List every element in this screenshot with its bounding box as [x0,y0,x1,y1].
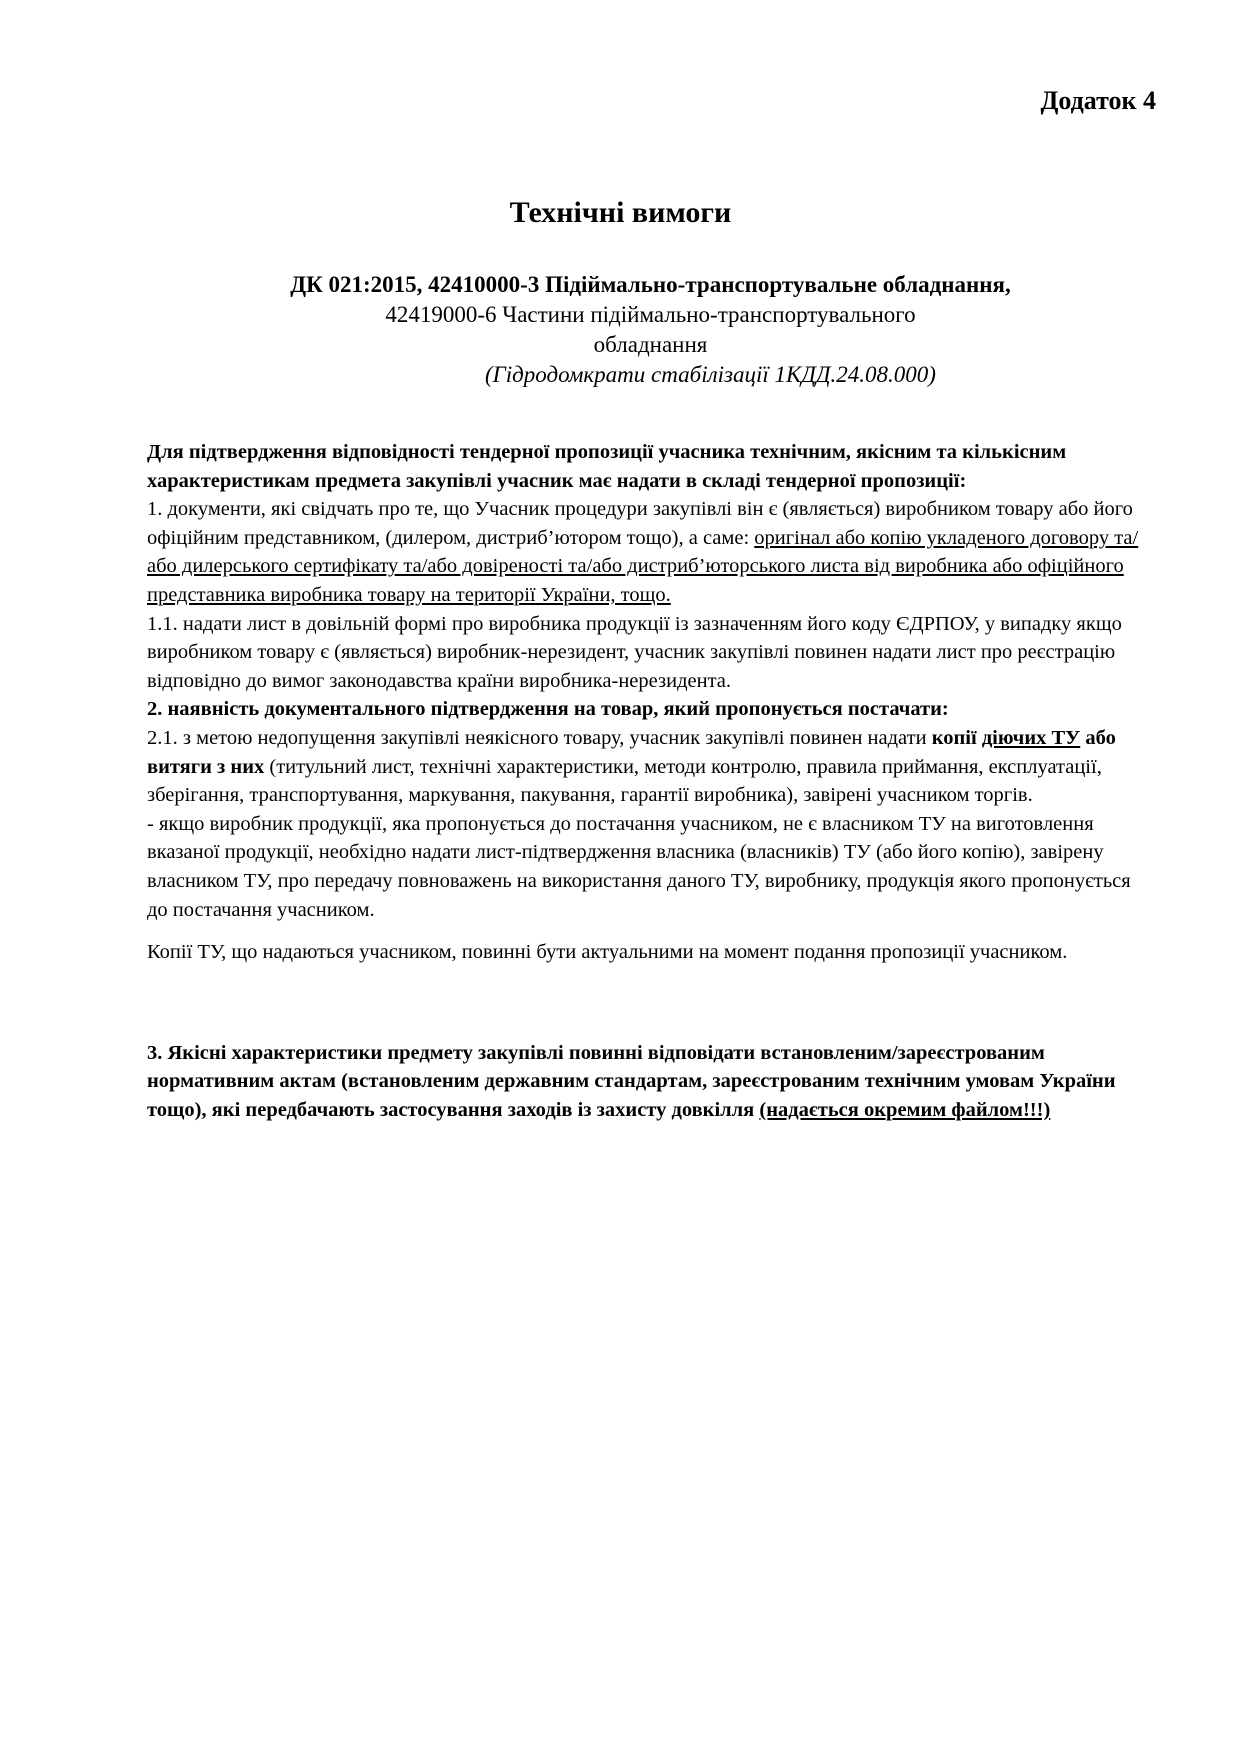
tu-copies-paragraph: Копії ТУ, що надаються учасником, повинні бути актуальними на момент подання пропозиції учасником. [147,941,1068,964]
item-2-1-pre: 2.1. з метою недопущення закупівлі неякісного товару, учасник закупівлі повинен надати [147,726,932,749]
procurement-subject [0,270,1241,390]
item-3-text: 3. Якісні характеристики предмету закупівлі повинні відповідати встановленим/зареєстрованим нормативним актам (встановленим державним стандартам, зареєстрованим технічним умовам України тощо), які передбачають застосування заходів із захисту довкілля [147,1041,1116,1121]
item-1-underlined: оригінал або копію укладеного договору та/або дилерського сертифікату та/або довіреності та/або дистриб’юторського листа від виробника або офіційного представника виробника товару на території України, тощо. [147,526,1139,606]
subject-line-1: ДК 021:2015, 42410000-3 Підіймально-транспортувальне обладнання, [290,272,1011,297]
document-title: Технічні вимоги [509,196,732,229]
item-1-1-paragraph: 1.1. надати лист в довільній формі про виробника продукції із зазначенням його коду ЄДРПОУ, у випадку якщо виробником товару є (являється) виробник-нерезидент, учасник закупівлі повинен надати лист про реєстрацію відповідно до вимог законодавства країни виробника-нерезидента. [147,612,1122,692]
item-1-paragraph [147,495,1152,609]
subject-line-4: (Гідродомкрати стабілізації 1КДД.24.08.000) [485,362,936,387]
subject-line-2: 42419000-6 Частини підіймально-транспортувального [385,302,916,327]
item-2-heading: 2. наявність документального підтвердження на товар, який пропонується постачати: [147,698,949,721]
item-2-1-paragraph [147,724,1152,810]
item-2-1-bold-underlined: діючих ТУ [981,726,1081,749]
intro-paragraph: Для підтвердження відповідності тендерної пропозиції учасника технічним, якісним та кількісним характеристикам предмета закупівлі учасник має надати в складі тендерної пропозиції: [147,441,1067,492]
appendix-label: Додаток 4 [1040,86,1156,115]
item-2-1-bold2: або витяги з них [147,726,1116,778]
requirements-body [147,438,1152,1124]
item-2-note-paragraph: - якщо виробник продукції, яка пропонується до постачання учасником, не є власником ТУ на виготовлення вказаної продукції, необхідно надати лист-підтвердження власника (власників) ТУ (або його копію), завірену власником ТУ, про передачу повноважень на використання даного ТУ, виробнику, продукція якого пропонується до постачання учасником. [147,812,1131,921]
item-3-underlined: (надається окремим файлом!!!) [759,1098,1051,1121]
subject-line-3: обладнання [593,332,708,357]
item-3-paragraph [147,1039,1152,1125]
item-1-text: 1. документи, які свідчать про те, що Учасник процедури закупівлі він є (являється) виробником товару або його офіційним представником, (дилером, дистриб’ютором тощо), а саме: [147,498,1133,549]
item-2-1-post: (титульний лист, технічні характеристики, методи контролю, правила приймання, експлуатації, зберігання, транспортування, маркування, пакування, гарантії виробника), завірені учасником торгів. [147,755,1102,807]
item-2-1-bold1: копії [931,726,982,749]
